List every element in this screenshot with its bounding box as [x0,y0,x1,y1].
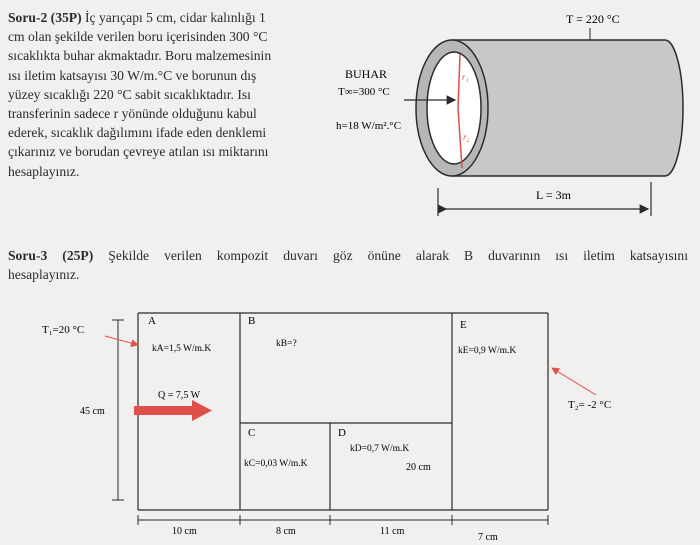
q3-line: hesaplayınız. [8,267,80,282]
width-D-label: 11 cm [380,526,405,537]
cd-height-label: 20 cm [406,462,431,473]
region-D-label: D [338,427,346,439]
height-label: 45 cm [80,406,105,417]
pipe-bore [427,52,481,164]
region-B-label: B [248,315,256,327]
kD-label: kD=0,7 W/m.K [350,444,410,454]
r2-label: r₂ [463,132,470,142]
width-B-label: 8 cm [276,526,296,537]
heat-flow-arrow-head [192,400,212,421]
region-A-label: A [148,315,156,327]
q3-heading: Soru-3 (25P) [8,248,94,263]
pipe-outer-temp-label: T = 220 °C [566,12,620,26]
kA-label: kA=1,5 W/m.K [152,344,212,354]
length-label: L = 3m [536,188,571,202]
steam-temp-label: T∞=300 °C [338,86,390,98]
kE-label: kE=0,9 W/m.K [458,346,517,356]
q2-line: cm olan şekilde verilen boru içerisinden 300 °C [8,29,268,45]
t1-pointer [105,336,138,345]
r1-label: r₁ [462,72,469,82]
t2-label: T₂= -2 °C [568,399,612,411]
region-C-label: C [248,427,256,439]
composite-wall-figure [42,313,611,543]
t2-pointer [552,368,596,395]
width-A-label: 10 cm [172,526,197,537]
q2-line: ederek, sıcaklık dağılımını ifade eden denklemi [8,125,267,141]
kB-label: kB=? [276,339,297,349]
q2-line: yüzey sıcaklığı 220 °C sabit sıcaklıktadır. Isı [8,86,251,102]
heat-flow-arrow-shaft [134,406,194,415]
q2-line: sıcaklıkta buhar akmaktadır. Boru malzemesinin [8,48,272,64]
q2-heading: Soru-2 (35P) [8,10,82,25]
pipe-figure [336,12,683,216]
q-label: Q = 7,5 W [158,390,201,401]
q2-line: hesaplayınız. [8,163,80,179]
steam-label: BUHAR [345,67,388,81]
width-E-label: 7 cm [478,532,498,543]
kC-label: kC=0,03 W/m.K [244,459,308,469]
width-dimensions [138,515,548,543]
q2-line: ısı iletim katsayısı 30 W/m.°C ve borunun dış [8,67,257,83]
h-coefficient-label: h=18 W/m².°C [336,120,402,132]
region-E-label: E [460,319,467,331]
q2-line: çıkarınız ve borudan çevreye atılan ısı miktarını [8,144,269,160]
t1-label: T₁=20 °C [42,324,85,336]
q2-line: transferinin sadece r yönünde olduğunu kabul [8,106,257,122]
q2-line: İç yarıçapı 5 cm, cidar kalınlığı 1 [85,10,266,25]
q3-line: Şekilde verilen kompozit duvarı göz önüne alarak B duvarının ısı iletim katsayısını [108,248,688,263]
